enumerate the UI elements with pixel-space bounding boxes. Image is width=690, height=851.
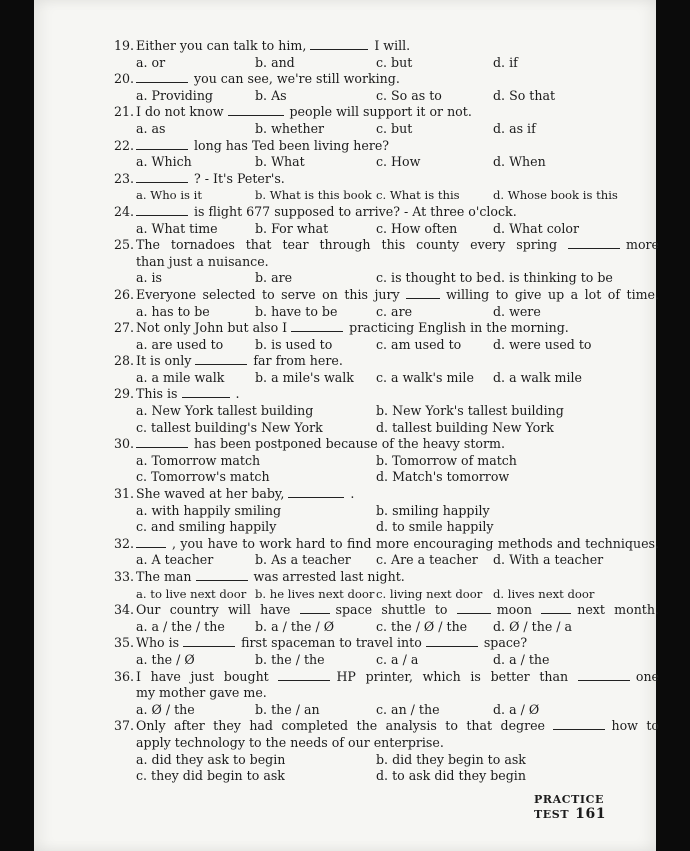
question-stem [114, 204, 659, 221]
answer-blank[interactable] [136, 72, 188, 83]
question-text [136, 287, 659, 304]
answer-options [114, 370, 659, 387]
stem-part: ? - It's Peter's. [194, 170, 285, 186]
answer-option[interactable]: a. a mile walk [136, 369, 225, 385]
answer-options [114, 420, 659, 437]
answer-blank[interactable] [406, 288, 440, 299]
question-number: 22. [114, 137, 135, 153]
stem-part: , you have to work hard to find more encouraging methods and techniques. [172, 535, 659, 551]
answer-option[interactable]: a. Ø / the [136, 701, 195, 717]
answer-blank[interactable] [195, 354, 247, 365]
answer-option[interactable]: a. A teacher [136, 552, 214, 568]
answer-option[interactable]: a. did they ask to begin [136, 751, 286, 767]
question-stem [114, 171, 659, 188]
answer-blank[interactable] [136, 139, 188, 150]
answer-option[interactable]: c. an / the [376, 701, 440, 717]
answer-option[interactable]: b. he lives next door [255, 586, 375, 601]
answer-options [114, 88, 659, 105]
stem-part: people will support it or not. [289, 104, 472, 120]
answer-option[interactable]: b. have to be [255, 303, 338, 319]
answer-options [114, 519, 659, 536]
question-22 [114, 138, 659, 171]
question-stem [114, 138, 659, 155]
question-text [136, 718, 659, 735]
question-stem [114, 635, 659, 652]
question-text [136, 669, 659, 686]
answer-option[interactable]: c. living next door [376, 586, 483, 601]
question-31 [114, 486, 659, 536]
answer-options [114, 304, 659, 321]
answer-option[interactable]: a. with happily smiling [136, 502, 282, 518]
answer-blank[interactable] [183, 636, 235, 647]
answer-option[interactable]: d. Ø / the / a [493, 618, 573, 634]
stem-part: She waved at her baby, [136, 486, 289, 502]
question-number: 28. [114, 353, 135, 369]
stem-part: is flight 677 supposed to arrive? - At three o'clock. [194, 203, 517, 219]
answer-option[interactable]: d. a / Ø [493, 701, 540, 717]
answer-option[interactable]: c. How often [376, 220, 458, 236]
answer-option[interactable]: c. is thought to be [376, 270, 492, 286]
answer-option[interactable]: c. but [376, 120, 413, 136]
question-stem [114, 602, 659, 619]
stem-part: I do not know [136, 104, 228, 120]
answer-options [114, 337, 659, 354]
question-stem [114, 287, 659, 304]
answer-option[interactable]: b. did they begin to ask [376, 751, 526, 767]
question-stem [114, 71, 659, 88]
answer-option[interactable]: b. and [255, 54, 295, 70]
question-continuation: than just a nuisance. [136, 253, 269, 269]
question-24 [114, 204, 659, 237]
answer-option[interactable]: d. So that [493, 87, 556, 103]
answer-option[interactable]: b. are [255, 270, 293, 286]
answer-option[interactable]: b. whether [255, 120, 325, 136]
answer-options [114, 619, 659, 636]
answer-option[interactable]: c. are [376, 303, 413, 319]
stem-part: HP printer, which is better than [336, 668, 578, 684]
question-36 [114, 669, 659, 719]
stem-part: willing to give up a lot of time. [446, 286, 659, 302]
stem-part: was arrested last night. [253, 569, 405, 584]
answer-option[interactable]: d. a walk mile [493, 369, 582, 385]
stem-part: Not only John but also I [136, 320, 292, 336]
answer-option[interactable]: c. a walk's mile [376, 369, 474, 385]
answer-option[interactable]: d. Whose book is this [493, 188, 618, 203]
stem-part: practicing English in the morning. [349, 320, 569, 336]
stem-part: Who is [136, 635, 184, 651]
answer-option[interactable]: d. were [493, 303, 541, 319]
answer-option[interactable]: c. a / a [376, 651, 419, 667]
answer-blank[interactable] [291, 321, 343, 332]
answer-options [114, 403, 659, 420]
question-text [136, 353, 659, 370]
answer-option[interactable]: b. smiling happily [376, 502, 490, 518]
answer-option[interactable]: d. as if [493, 120, 536, 136]
question-text [136, 237, 659, 254]
answer-options [114, 121, 659, 138]
answer-options [114, 187, 659, 204]
answer-option[interactable]: c. Are a teacher [376, 552, 478, 568]
answer-option[interactable]: d. lives next door [493, 586, 595, 601]
answer-option[interactable]: a. the / Ø [136, 651, 195, 667]
question-number: 19. [114, 38, 135, 53]
answer-option[interactable]: a. Tomorrow match [136, 452, 261, 468]
answer-option[interactable]: a. Which [136, 154, 192, 170]
answer-option[interactable]: d. is thinking to be [493, 270, 613, 286]
answer-blank[interactable] [278, 670, 330, 681]
answer-blank[interactable] [426, 636, 478, 647]
answer-option[interactable]: d. Match's tomorrow [376, 469, 510, 485]
question-text [136, 320, 659, 337]
stem-part: space? [483, 635, 528, 651]
stem-part: how to [611, 718, 659, 734]
answer-option[interactable]: d. What color [493, 220, 579, 236]
stem-part: you can see, we're still working. [194, 71, 400, 87]
stem-part: Our country will have [136, 602, 300, 618]
answer-blank[interactable] [288, 487, 344, 498]
answer-option[interactable]: d. to ask did they begin [376, 768, 526, 784]
question-37 [114, 718, 659, 784]
stem-part: Only after they had completed the analysis to that degree [136, 718, 554, 734]
question-text [136, 569, 659, 586]
answer-option[interactable]: a. to live next door [136, 586, 247, 601]
question-number: 35. [114, 635, 135, 651]
question-continuation: my mother gave me. [136, 685, 267, 701]
stem-part: Either you can talk to him, [136, 38, 311, 53]
answer-option[interactable]: d. if [493, 54, 518, 70]
answer-option[interactable]: c. tallest building's New York [136, 419, 323, 435]
stem-part: The man [136, 569, 196, 584]
question-text [136, 386, 659, 403]
answer-options [114, 586, 659, 603]
answer-blank[interactable] [228, 105, 284, 116]
answer-option[interactable]: d. were used to [493, 336, 592, 352]
question-stem [114, 436, 659, 453]
stem-part: has been postponed because of the heavy storm. [194, 436, 505, 452]
answer-option[interactable]: a. New York tallest building [136, 403, 314, 419]
answer-option[interactable]: a. a / the / the [136, 618, 225, 634]
answer-blank[interactable] [457, 603, 491, 614]
question-number: 29. [114, 386, 135, 402]
document-page [34, 0, 660, 851]
answer-blank[interactable] [136, 172, 188, 183]
answer-option[interactable]: d. a / the [493, 651, 550, 667]
answer-blank[interactable] [196, 570, 248, 581]
question-stem [114, 486, 659, 503]
answer-option[interactable]: b. is used to [255, 336, 333, 352]
answer-option[interactable]: b. For what [255, 220, 329, 236]
question-text [136, 602, 659, 619]
answer-option[interactable]: d. tallest building New York [376, 419, 554, 435]
answer-option[interactable]: c. am used to [376, 336, 462, 352]
question-number: 20. [114, 71, 135, 87]
question-number: 31. [114, 486, 135, 502]
footer-label: PRACTICE TEST [534, 793, 604, 821]
stem-part: long has Ted been living here? [194, 137, 390, 153]
question-text [136, 204, 659, 221]
page-number: 161 [575, 806, 607, 822]
answer-options [114, 221, 659, 238]
question-stem [114, 718, 659, 735]
answer-options [114, 702, 659, 719]
answer-options [114, 469, 659, 486]
stem-part: moon [496, 602, 542, 618]
stem-part: . [235, 386, 240, 402]
question-20 [114, 71, 659, 104]
stem-part: far from here. [253, 353, 343, 369]
question-35 [114, 635, 659, 668]
answer-options [114, 552, 659, 569]
question-stem [114, 320, 659, 337]
question-30 [114, 436, 659, 486]
stem-part: space shuttle to [335, 602, 457, 618]
question-continuation: apply technology to the needs of our enterprise. [136, 734, 444, 750]
answer-blank[interactable] [578, 670, 630, 681]
answer-blank[interactable] [553, 719, 605, 730]
answer-option[interactable]: b. the / an [255, 701, 320, 717]
question-number: 32. [114, 535, 135, 551]
question-stem [114, 353, 659, 370]
answer-blank[interactable] [182, 387, 230, 398]
stem-part: next month. [577, 602, 659, 618]
question-text [136, 38, 659, 55]
answer-option[interactable]: c. and smiling happily [136, 519, 277, 535]
answer-option[interactable]: b. the / the [255, 651, 325, 667]
question-28 [114, 353, 659, 386]
answer-option[interactable]: a. Providing [136, 87, 213, 103]
question-text [136, 138, 659, 155]
stem-part: I will. [374, 38, 411, 53]
answer-options [114, 55, 659, 72]
answer-option[interactable]: d. When [493, 154, 546, 170]
answer-blank[interactable] [136, 537, 166, 548]
answer-option[interactable]: c. they did begin to ask [136, 768, 285, 784]
answer-option[interactable]: a. as [136, 120, 166, 136]
answer-option[interactable]: b. a / the / Ø [255, 618, 335, 634]
answer-option[interactable]: c. but [376, 54, 413, 70]
question-21 [114, 104, 659, 137]
answer-blank[interactable] [541, 603, 571, 614]
answer-options [114, 768, 659, 785]
question-32 [114, 536, 659, 569]
question-26 [114, 287, 659, 320]
question-list [114, 38, 659, 785]
question-stem [114, 569, 659, 586]
question-number: 37. [114, 718, 135, 734]
question-number: 26. [114, 286, 135, 302]
question-number: 24. [114, 203, 135, 219]
question-text [136, 71, 659, 88]
question-text [136, 104, 659, 121]
question-number: 27. [114, 320, 135, 336]
answer-option[interactable]: a. is [136, 270, 163, 286]
answer-option[interactable]: b. a mile's walk [255, 369, 354, 385]
answer-option[interactable]: c. the / Ø / the [376, 618, 468, 634]
answer-option[interactable]: c. So as to [376, 87, 442, 103]
question-stem [114, 669, 659, 686]
question-stem [114, 237, 659, 254]
answer-blank[interactable] [300, 603, 330, 614]
answer-options [114, 453, 659, 470]
answer-option[interactable]: a. Who is it [136, 188, 203, 203]
question-stem [114, 104, 659, 121]
answer-option[interactable]: a. are used to [136, 336, 224, 352]
stem-part: one [635, 668, 660, 684]
question-text [136, 536, 659, 553]
question-33 [114, 569, 659, 602]
question-number: 30. [114, 436, 135, 452]
answer-options [114, 154, 659, 171]
answer-option[interactable]: d. to smile happily [376, 519, 494, 535]
answer-blank[interactable] [568, 238, 620, 249]
stem-part: Everyone selected to serve on this jury [136, 286, 407, 302]
question-stem [114, 536, 659, 553]
answer-option[interactable]: c. Tomorrow's match [136, 469, 270, 485]
stem-part: This is [136, 386, 182, 402]
question-text [136, 171, 659, 188]
question-25 [114, 237, 659, 287]
answer-options [114, 270, 659, 287]
question-19 [114, 38, 659, 71]
answer-options [114, 652, 659, 669]
answer-option[interactable]: a. or [136, 54, 166, 70]
question-34 [114, 602, 659, 635]
page-footer [534, 793, 656, 822]
answer-blank[interactable] [136, 205, 188, 216]
answer-option[interactable]: b. What [255, 154, 305, 170]
stem-part: more [626, 237, 659, 253]
question-number: 23. [114, 170, 135, 186]
answer-options [114, 752, 659, 769]
question-23 [114, 171, 659, 204]
question-stem [114, 386, 659, 403]
stem-part: first spaceman to travel into [241, 635, 426, 651]
answer-option[interactable]: b. As [255, 87, 287, 103]
question-text [136, 486, 659, 503]
question-number: 25. [114, 237, 135, 253]
answer-blank[interactable] [136, 437, 188, 448]
answer-blank[interactable] [310, 39, 368, 50]
answer-option[interactable]: d. With a teacher [493, 552, 604, 568]
question-number: 21. [114, 104, 135, 120]
stem-part: . [350, 486, 355, 502]
stem-part: The tornadoes that tear through this county every spring [136, 237, 568, 253]
answer-option[interactable]: a. What time [136, 220, 218, 236]
answer-option[interactable]: b. What is this book [255, 188, 372, 203]
answer-option[interactable]: c. What is this [376, 188, 460, 203]
answer-option[interactable]: b. Tomorrow of match [376, 452, 517, 468]
question-text [136, 436, 659, 453]
question-text [136, 635, 659, 652]
answer-option[interactable]: c. How [376, 154, 421, 170]
question-number: 33. [114, 569, 135, 584]
answer-option[interactable]: b. New York's tallest building [376, 403, 564, 419]
question-number: 36. [114, 668, 135, 684]
question-number: 34. [114, 602, 135, 618]
question-27 [114, 320, 659, 353]
question-stem [114, 38, 659, 55]
answer-options [114, 503, 659, 520]
question-29 [114, 386, 659, 436]
answer-option[interactable]: b. As a teacher [255, 552, 351, 568]
stem-part: It is only [136, 353, 196, 369]
answer-option[interactable]: a. has to be [136, 303, 210, 319]
stem-part: I have just bought [136, 668, 279, 684]
